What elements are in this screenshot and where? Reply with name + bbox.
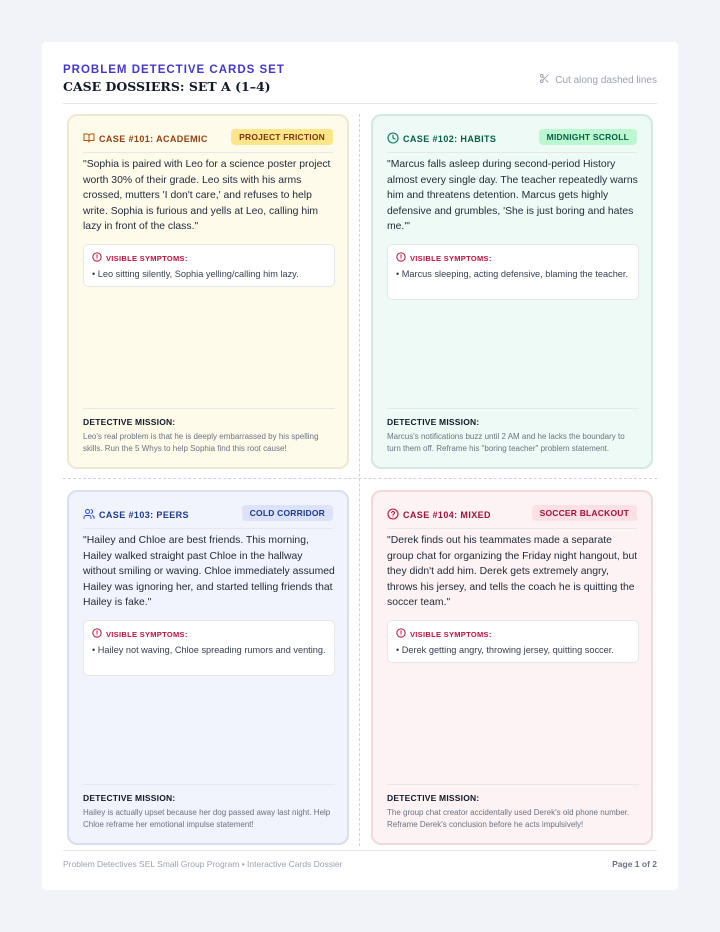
case-id [83,508,189,522]
cut-guide-horizontal [63,478,657,479]
page-header [63,64,657,104]
symptoms-text: • Marcus sleeping, acting defensive, blaming the teacher. [396,269,629,279]
symptoms-box [83,620,335,676]
case-quote: "Derek finds out his teammates made a separate group chat for organizing the Friday night hangout, but they didn't add him. Derek gets extremely angry, throws his jersey, and tells the coach he is quitting the soccer team." [387,535,638,609]
case-tag: COLD CORRIDOR [242,505,333,521]
footer-program-name: Problem Detectives SEL Small Group Program • Interactive Cards Dossier [63,859,343,869]
mission-label: DETECTIVE MISSION: [387,417,480,427]
users-icon [83,508,95,522]
symptoms-label [92,252,326,264]
symptoms-label-text: VISIBLE SYMPTOMS: [106,629,188,639]
symptoms-text: • Derek getting angry, throwing jersey, quitting soccer. [396,645,614,655]
card-header [83,505,333,529]
symptoms-label-text: VISIBLE SYMPTOMS: [410,253,492,263]
mission-label: DETECTIVE MISSION: [83,793,176,803]
case-id-text: CASE #102: HABITS [403,134,497,144]
case-card-104[interactable] [371,490,653,845]
case-id-text: CASE #103: PEERS [99,510,189,520]
symptoms-box [387,244,639,300]
card-header [387,505,637,529]
mission-section [83,784,335,831]
symptoms-label [396,628,630,640]
case-tag: SOCCER BLACKOUT [532,505,637,521]
mission-section [83,408,335,455]
case-card-103[interactable] [67,490,349,845]
case-quote: "Marcus falls asleep during second-period History almost every single day. The teacher repeatedly warns him and threatens detention. Marcus gets highly defensive and grumbles, 'She is just boring and hates me.'" [387,159,638,233]
question-circle-icon [387,508,399,522]
symptoms-text: • Hailey not waving, Chloe spreading rumors and venting. [92,645,326,655]
cut-guide-vertical [359,114,360,846]
set-eyebrow: PROBLEM DETECTIVE CARDS SET [63,64,285,76]
clock-icon [387,132,399,146]
dossier-page [42,42,678,890]
card-header [83,129,333,153]
mission-text: Leo's real problem is that he is deeply embarrassed by his spelling skills. Run the 5 Whys to help Sophia find this root cause! [83,432,319,453]
symptoms-label-text: VISIBLE SYMPTOMS: [410,629,492,639]
mission-label: DETECTIVE MISSION: [83,417,176,427]
mission-text: Marcus's notifications buzz until 2 AM and he lacks the boundary to turn them off. Reframe his "boring teacher" problem statement. [387,432,625,453]
case-card-101[interactable] [67,114,349,469]
case-id-text: CASE #104: MIXED [403,510,491,520]
alert-circle-icon [92,628,102,640]
case-tag: MIDNIGHT SCROLL [539,129,637,145]
case-card-102[interactable] [371,114,653,469]
alert-circle-icon [92,252,102,264]
page-footer [63,850,657,874]
mission-text: The group chat creator accidentally used Derek's old phone number. Reframe Derek's conclusion before he acts impulsively! [387,808,630,829]
page-number: Page 1 of 2 [612,859,657,869]
alert-circle-icon [396,628,406,640]
mission-label: DETECTIVE MISSION: [387,793,480,803]
scissors-icon [539,73,550,87]
symptoms-label [92,628,326,640]
case-quote: "Hailey and Chloe are best friends. This morning, Hailey walked straight past Chloe in the hallway without smiling or waving. Chloe immediately assumed Hailey was ignoring her, and started telling friends that Hailey is fake." [83,535,335,609]
case-id [387,508,491,522]
book-icon [83,132,95,146]
symptoms-text: • Leo sitting silently, Sophia yelling/calling him lazy. [92,269,299,279]
cut-hint-text: Cut along dashed lines [555,74,657,86]
case-id-text: CASE #101: ACADEMIC [99,134,208,144]
case-id [83,132,208,146]
case-tag: PROJECT FRICTION [231,129,333,145]
symptoms-label [396,252,630,264]
card-header [387,129,637,153]
symptoms-box [83,244,335,287]
page-title: CASE DOSSIERS: SET A (1–4) [63,79,271,94]
symptoms-label-text: VISIBLE SYMPTOMS: [106,253,188,263]
symptoms-box [387,620,639,663]
mission-section [387,784,639,831]
case-quote: "Sophia is paired with Leo for a science poster project worth 30% of their grade. Leo sits with his arms crossed, mutters 'I don't care,' and refuses to help write. Sophia is furious and yells at Leo, calling him lazy in front of the class." [83,159,331,233]
case-id [387,132,496,146]
mission-section [387,408,639,455]
alert-circle-icon [396,252,406,264]
cut-hint [539,73,657,87]
mission-text: Hailey is actually upset because her dog passed away last night. Help Chloe reframe her emotional impulse statement! [83,808,331,829]
